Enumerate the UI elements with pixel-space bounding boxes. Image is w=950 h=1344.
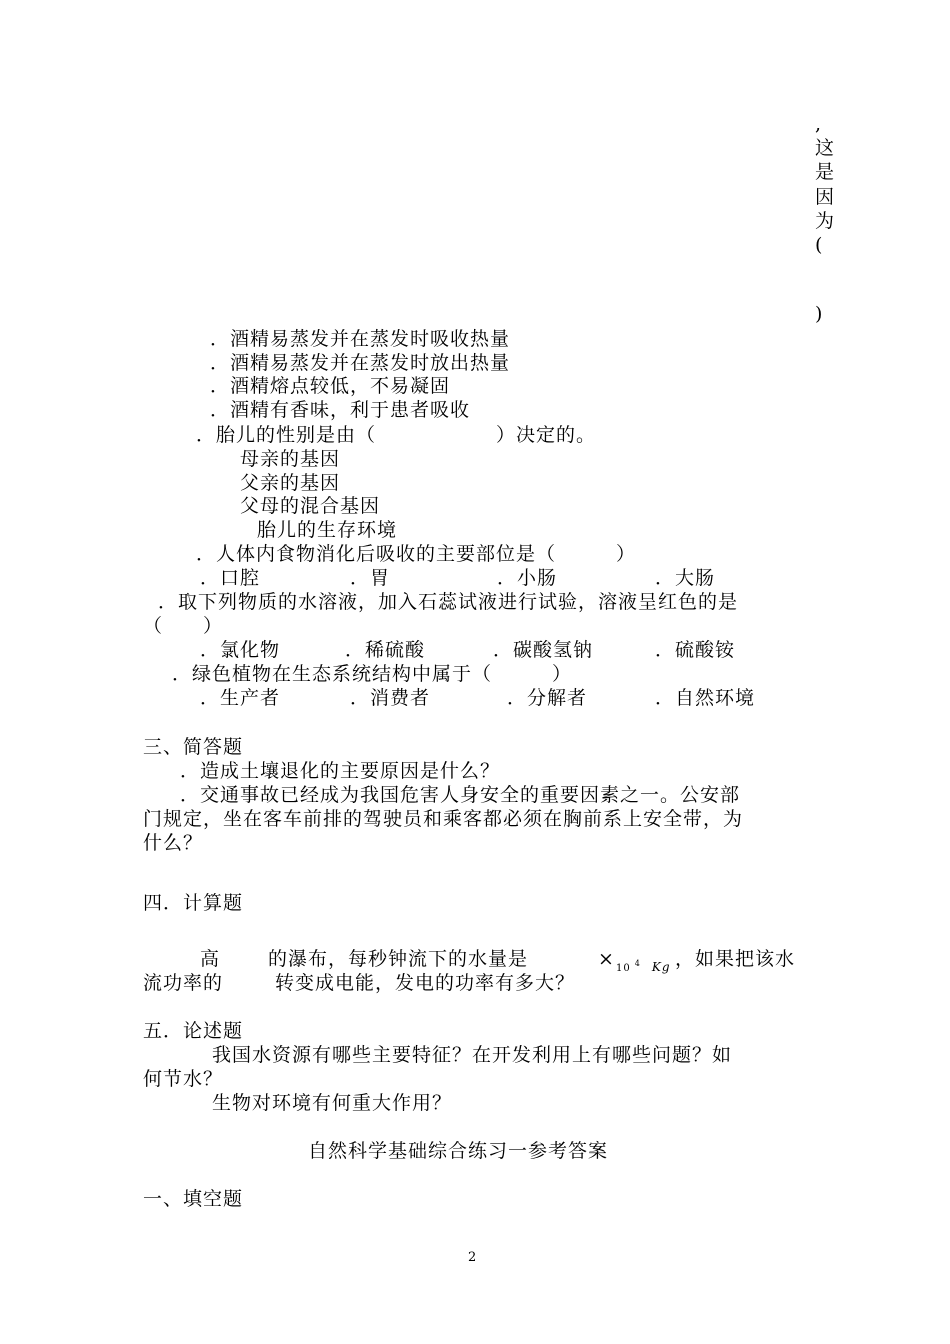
calc-exponent xyxy=(616,950,671,981)
option-c: ．碳酸氢钠 xyxy=(493,639,594,661)
option-b: ．酒精易蒸发并在蒸发时放出热量 xyxy=(210,352,511,374)
question-seatbelt-end: 什么？ xyxy=(143,832,204,854)
option-b: ．胃 xyxy=(350,567,391,589)
times-symbol: × xyxy=(598,948,615,970)
section-title: 一、填空题 xyxy=(143,1188,244,1210)
option-c: 父母的混合基因 xyxy=(240,495,381,517)
page-number: 2 xyxy=(468,1250,477,1265)
option-a: ．氯化物 xyxy=(200,639,281,661)
question-water-cont: 何节水？ xyxy=(143,1068,224,1090)
option-d: ．大肠 xyxy=(655,567,716,589)
vertical-char: ) xyxy=(815,303,823,325)
section-title: 五．论述题 xyxy=(143,1020,244,1042)
question-seatbelt: ．交通事故已经成为我国危害人身安全的重要因素之一。公安部 xyxy=(180,784,741,806)
vertical-char: 因 xyxy=(815,186,835,208)
answers-title: 自然科学基础综合练习一参考答案 xyxy=(308,1140,609,1162)
section-title: 三、简答题 xyxy=(143,736,244,758)
option-d: ．硫酸铵 xyxy=(655,639,736,661)
exponent-base: 10 xyxy=(616,963,631,974)
vertical-char: , xyxy=(815,113,822,135)
question-soil: ．造成土壤退化的主要原因是什么？ xyxy=(180,760,501,782)
unit-label: Kg xyxy=(651,960,671,974)
option-a: ．生产者 xyxy=(200,687,281,709)
option-b: ．消费者 xyxy=(350,687,431,709)
calc-text: 的瀑布，每秒钟流下的水量是 xyxy=(268,948,529,970)
option-d: ．酒精有香味，利于患者吸收 xyxy=(210,399,471,421)
question-digestion: ．人体内食物消化后吸收的主要部位是（ ） xyxy=(196,543,637,565)
calc-text: 高 xyxy=(200,948,221,970)
option-a: 母亲的基因 xyxy=(240,448,341,470)
question-water: 我国水资源有哪些主要特征？在开发利用上有哪些问题？如 xyxy=(212,1044,733,1066)
vertical-char: 是 xyxy=(815,161,835,183)
vertical-char: 为 xyxy=(815,210,835,232)
option-b: ．稀硫酸 xyxy=(345,639,426,661)
calc-text xyxy=(598,947,615,971)
option-d: 胎儿的生存环境 xyxy=(257,519,398,541)
vertical-char: 这 xyxy=(815,137,835,159)
option-b: 父亲的基因 xyxy=(240,472,341,494)
question-litmus-blank: （ ） xyxy=(143,615,224,637)
question-litmus: ．取下列物质的水溶液，加入石蕊试液进行试验，溶液呈红色的是 xyxy=(158,591,739,613)
option-a: ．口腔 xyxy=(200,567,261,589)
question-biology: 生物对环境有何重大作用？ xyxy=(212,1092,453,1114)
option-c: ．小肠 xyxy=(497,567,558,589)
question-fetus: ．胎儿的性别是由（ ）决定的。 xyxy=(196,424,597,446)
section-title: 四．计算题 xyxy=(143,892,244,914)
exponent-value: 4 xyxy=(634,959,641,968)
calc-text: ，如果把该水 xyxy=(675,948,796,970)
option-d: ．自然环境 xyxy=(655,687,756,709)
question-seatbelt-cont: 门规定，坐在客车前排的驾驶员和乘客都必须在胸前系上安全带，为 xyxy=(143,808,744,830)
question-plants: ．绿色植物在生态系统结构中属于（ ） xyxy=(172,663,573,685)
option-c: ．分解者 xyxy=(507,687,588,709)
option-c: ．酒精熔点较低，不易凝固 xyxy=(210,375,451,397)
vertical-char: ( xyxy=(815,234,823,256)
calc-text: 转变成电能，发电的功率有多大？ xyxy=(275,972,576,994)
option-a: ．酒精易蒸发并在蒸发时吸收热量 xyxy=(210,328,511,350)
calc-text: 流功率的 xyxy=(143,972,224,994)
